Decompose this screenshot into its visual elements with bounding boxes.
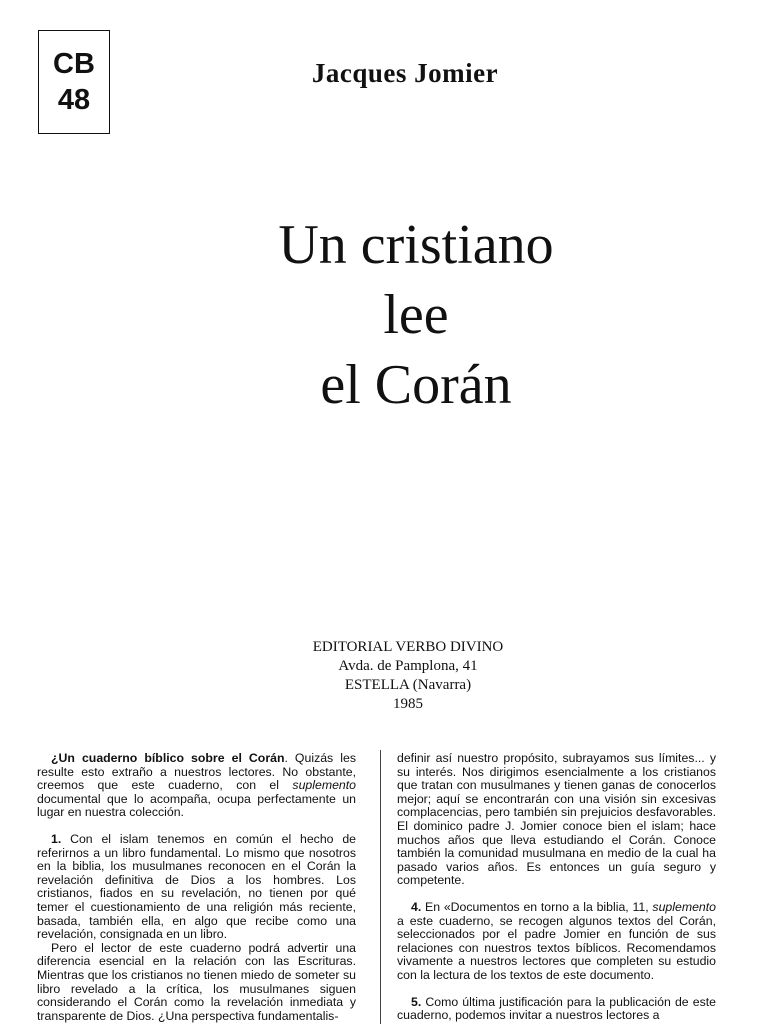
book-title [0, 210, 768, 420]
paragraph-5 [397, 996, 716, 1023]
paragraph-1 [37, 833, 356, 942]
publisher-name: EDITORIAL VERBO DIVINO [312, 639, 504, 655]
series-code: CB [53, 48, 95, 80]
intro-bold-lead: ¿Un cuaderno bíblico sobre el Corán [51, 751, 285, 765]
publisher-address: Avda. de Pamplona, 41 [338, 658, 478, 674]
paragraph-3-cont [397, 752, 716, 888]
publisher-block [0, 638, 768, 714]
title-line-2: lee [383, 284, 449, 346]
author-name: Jacques Jomier [311, 58, 499, 88]
paragraph-1-text: Con el islam tenemos en común el hecho de referirnos a un libro fundamental. Lo mismo que nosotros en la biblia, los musulmanes reconocen en el Corán la revelación definitiva de Dios a los hombres. Los cristianos, fiados en su revelación, no tienen por qué temer el cuestionamiento de una religión más reciente, basada, también ella, en algo que recibe como una revelación, consignada en un libro. [37, 831, 356, 942]
intro-text-b: documental que lo acompaña, ocupa perfectamente un lugar en nuestra colección. [37, 791, 356, 820]
title-line-1: Un cristiano [278, 214, 554, 276]
title-line-3: el Corán [320, 354, 512, 416]
paragraph-4-number: 4. [411, 899, 422, 914]
paragraph-3-cont-text: definir así nuestro propósito, subrayamos sus límites... y su interés. Nos dirigimos esencialmente a los cristianos que tratan con musulmanes y tienen ganas de conocerlos mejor; aquí se encontrarán con una visión sin excesivas complacencias, pero también sin prejuicios desfavorables. El dominico padre J. Jomier conoce bien el islam; hace muchos años que lleva estudiando el Corán. Conoce también la comunidad musulmana en medio de la cual ha pasado varios años. Es entonces un guía seguro y competente. [397, 751, 716, 888]
intro-italic: suplemento [292, 778, 356, 793]
left-text-column [37, 752, 356, 1023]
paragraph-1-cont-text: Pero el lector de este cuaderno podrá advertir una diferencia esencial en la relación con las Escrituras. Mientras que los cristianos no tienen miedo de someter su libro revelado a la crítica, los musulmanes siguen considerando el Corán como la revelación inmediata y transparente de Dios. ¿Una perspectiva fundamentalis- [37, 940, 356, 1023]
paragraph-4-text-b: a este cuaderno, se recogen algunos textos del Corán, seleccionados por el padre Jomier en función de sus relaciones con nuestros textos bíblicos. Recomendamos vivamente a nuestros lectores que completen su estudio con la lectura de los textos de este documento. [397, 913, 716, 982]
paragraph-1-cont [37, 942, 356, 1024]
paragraph-4 [397, 901, 716, 983]
paragraph-5-text: Como última justificación para la publicación de este cuaderno, podemos invitar a nuestros lectores a [397, 994, 716, 1023]
paragraph-4-text-a: En «Documentos en torno a la biblia, 11, [421, 899, 653, 914]
column-divider [380, 750, 381, 1024]
paragraph-intro [37, 752, 356, 820]
paragraph-4-italic: suplemento [652, 899, 716, 914]
publication-year: 1985 [393, 696, 423, 712]
intro-text-a: . Quizás les resulte esto extraño a nuestros lectores. No obstante, creemos que este cuaderno, con el [37, 751, 356, 793]
series-number: 48 [57, 84, 91, 116]
publisher-city: ESTELLA (Navarra) [344, 677, 472, 693]
right-text-column [397, 752, 716, 1023]
paragraph-1-number: 1. [51, 831, 62, 846]
paragraph-5-number: 5. [411, 994, 422, 1009]
